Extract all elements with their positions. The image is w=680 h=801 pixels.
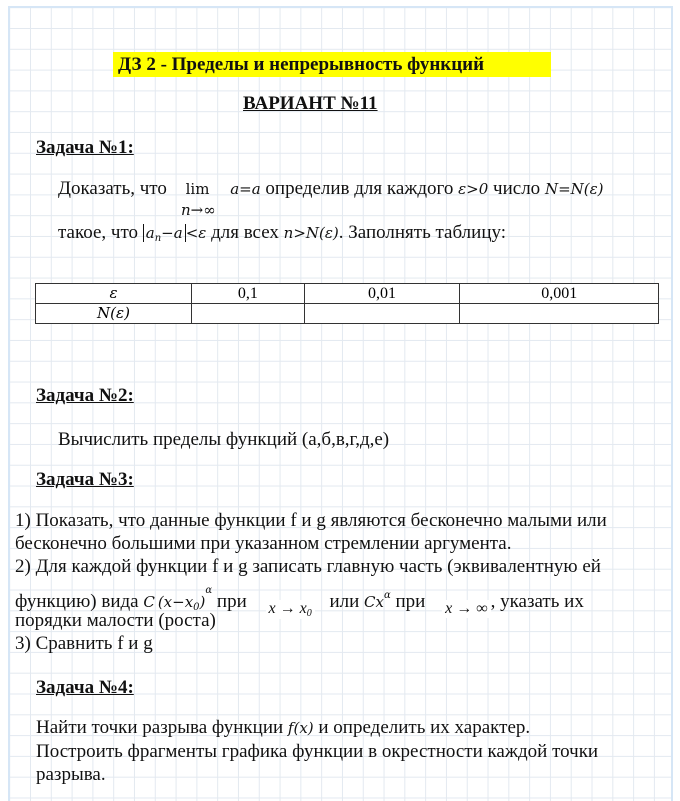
table-row: [36, 304, 659, 324]
N-definition: N=N(ε): [544, 180, 604, 198]
lim-subscript: n→∞: [181, 201, 216, 219]
task1-line2-mid: для всех: [211, 222, 279, 243]
task3-p3: 3) Сравнить f и g: [15, 633, 153, 654]
formula-body: (x−x: [157, 593, 194, 611]
table-header-row: [36, 284, 659, 304]
condition-x-to-infinity: x → ∞: [442, 600, 491, 618]
task1-line1-prefix: Доказать, что: [58, 178, 167, 199]
task3-p2-line3: порядки малости (роста): [15, 610, 216, 631]
abs-expression: [143, 224, 186, 242]
task4-heading: Задача №4:: [36, 677, 134, 698]
f-of-x: f(x): [287, 719, 314, 737]
task1-line1: [58, 178, 604, 200]
table-cell: 0,001: [460, 284, 659, 304]
table-cell-input[interactable]: [460, 304, 659, 324]
formula-Cx: Cx: [364, 593, 384, 611]
lim-operator: lim: [185, 180, 210, 198]
task1-line1-mid2: число: [493, 178, 541, 199]
task4-line2: Построить фрагменты графика функции в окрестности каждой точки: [36, 741, 599, 762]
table-cell: 0,1: [192, 284, 305, 304]
task4-line1: [36, 717, 530, 739]
formula2-sup: α: [383, 590, 391, 601]
table-cell: 0,01: [304, 284, 460, 304]
task4-line1-suffix: и определить их характер.: [318, 717, 531, 738]
pri-2: при: [395, 591, 426, 612]
lim-expression: a=a: [230, 180, 261, 198]
task1-line2-suffix: . Заполнять таблицу:: [338, 222, 507, 243]
task3-heading: Задача №3:: [36, 469, 134, 490]
task4-line1-prefix: Найти точки разрыва функции: [36, 717, 284, 738]
pri-1: при: [216, 591, 247, 612]
epsilon-condition: ε>0: [458, 180, 489, 198]
table-cell-input[interactable]: [304, 304, 460, 324]
table-cell: ε: [36, 284, 192, 304]
table-cell: N(ε): [36, 304, 192, 324]
task1-line2-prefix: такое, что: [58, 222, 139, 243]
n-condition: n>N(ε): [283, 224, 339, 242]
abs-rest: −a: [161, 224, 183, 242]
table-cell-input[interactable]: [192, 304, 305, 324]
p2-line2-prefix: функцию) вида: [15, 591, 139, 612]
task4-line3: разрыва.: [36, 764, 106, 785]
formula-sub: 0: [193, 602, 200, 613]
cond1-x: x → x: [268, 600, 307, 617]
formula-sup: α: [205, 585, 213, 596]
document-title: ДЗ 2 - Пределы и непрерывность функций: [113, 52, 551, 77]
abs-a: a: [145, 224, 155, 242]
cond1-sub: 0: [306, 608, 312, 619]
task3-p2-line1: 2) Для каждой функции f и g записать главную часть (эквивалентную ей: [15, 556, 601, 577]
condition-x-to-x0: [266, 600, 315, 619]
abs-less-than-eps: <ε: [185, 224, 207, 242]
task1-heading: Задача №1:: [36, 137, 134, 158]
task3-p1-line1: 1) Показать, что данные функции f и g являются бесконечно малыми или: [15, 510, 607, 531]
epsilon-table: [35, 283, 659, 324]
variant-heading: ВАРИАНТ №11: [243, 93, 378, 114]
task1-line1-mid: определив для каждого: [265, 178, 454, 199]
task2-text: Вычислить пределы функций (а,б,в,г,д,е): [58, 429, 390, 450]
formula-close: ): [199, 593, 206, 611]
ili: или: [329, 591, 360, 612]
formula-C: C: [143, 593, 155, 611]
task3-p1-line2: бесконечно большими при указанном стремлении аргумента.: [15, 533, 512, 554]
task2-heading: Задача №2:: [36, 385, 134, 406]
task1-line2: [58, 222, 506, 244]
p2-line2-suffix: , указать их: [490, 591, 584, 612]
abs-subscript-n: n: [154, 233, 162, 244]
